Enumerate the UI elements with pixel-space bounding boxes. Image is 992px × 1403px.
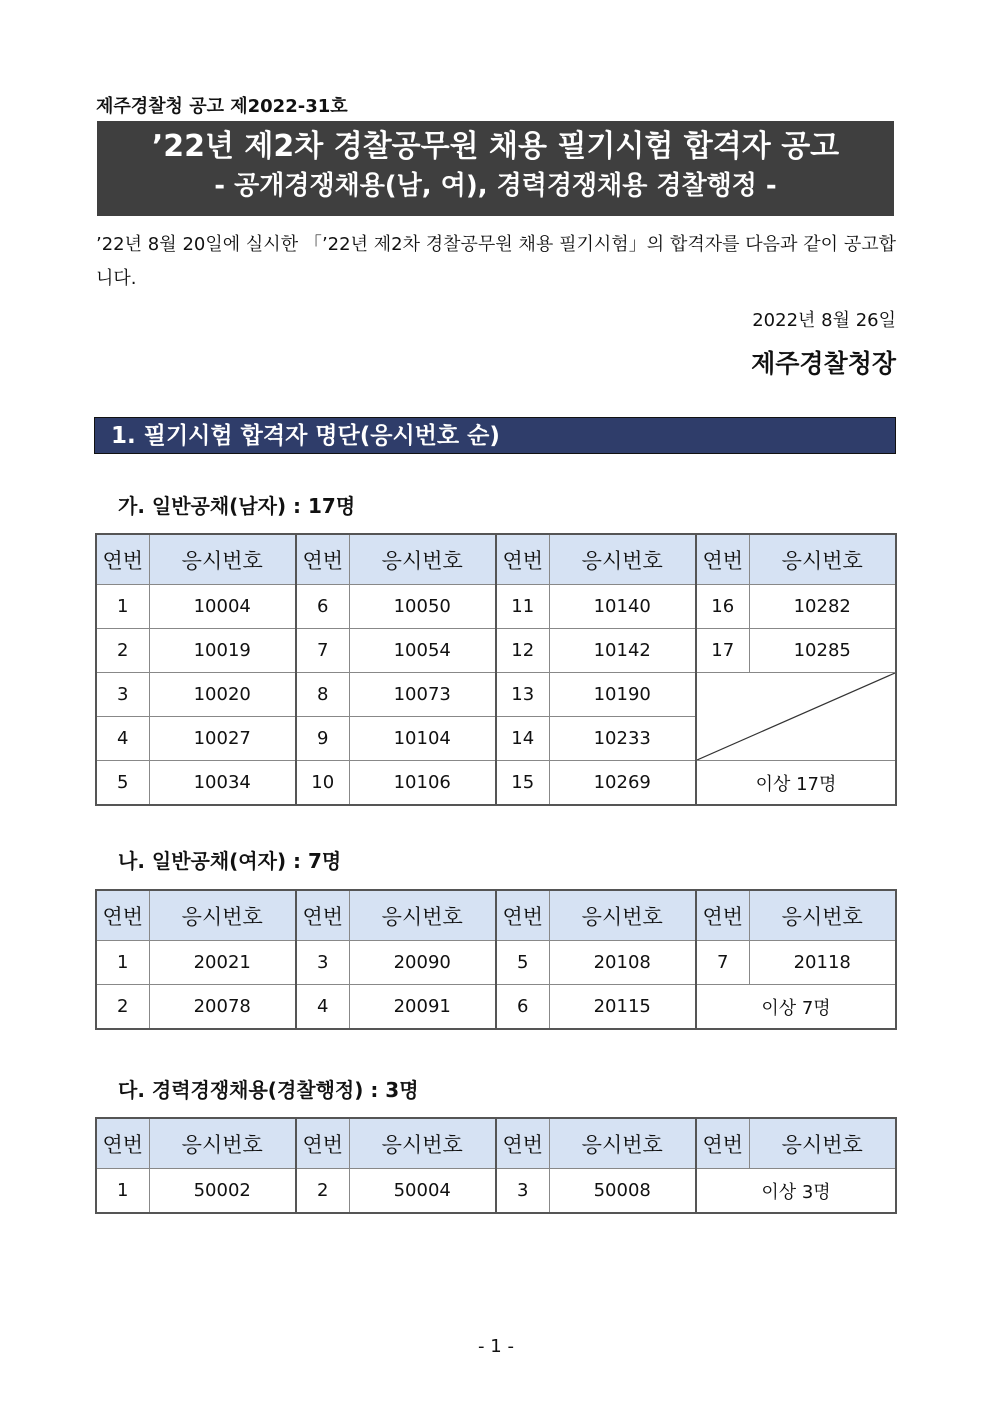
cell-exam: 10073 <box>349 673 496 717</box>
cell-exam: 10019 <box>149 629 296 673</box>
total-cell: 이상 3명 <box>696 1169 896 1214</box>
table-row <box>96 985 896 1030</box>
table-row <box>96 761 896 806</box>
col-header-no: 연번 <box>296 534 349 585</box>
col-header-exam: 응시번호 <box>549 890 696 941</box>
notice-number: 제주경찰청 공고 제2022-31호 <box>96 96 348 117</box>
cell-exam: 10027 <box>149 717 296 761</box>
total-cell: 이상 7명 <box>696 985 896 1030</box>
cell-exam: 10050 <box>349 585 496 629</box>
cell-no: 9 <box>296 717 349 761</box>
sub-title: - 공개경쟁채용(남, 여), 경력경쟁채용 경찰행정 - <box>214 171 777 201</box>
cell-exam: 50008 <box>549 1169 696 1214</box>
table-row <box>96 941 896 985</box>
col-header-no: 연번 <box>496 534 549 585</box>
col-header-no: 연번 <box>96 890 149 941</box>
col-header-no: 연번 <box>696 890 749 941</box>
col-header-no: 연번 <box>696 534 749 585</box>
cell-exam: 20078 <box>149 985 296 1030</box>
table-row <box>96 1169 896 1214</box>
cell-no: 1 <box>96 585 149 629</box>
group-c-title: 다. 경력경쟁채용(경찰행정) : 3명 <box>118 1078 419 1102</box>
intro-paragraph: ’22년 8월 20일에 실시한 「’22년 제2차 경찰공무원 채용 필기시험」의 합격자를 다음과 같이 공고합니다. <box>96 234 896 289</box>
cell-exam: 10054 <box>349 629 496 673</box>
col-header-exam: 응시번호 <box>349 890 496 941</box>
total-cell: 이상 17명 <box>696 761 896 806</box>
table-row <box>96 629 896 673</box>
cell-no: 6 <box>496 985 549 1030</box>
table-header-row <box>96 1118 896 1169</box>
cell-no: 2 <box>96 985 149 1030</box>
cell-no: 12 <box>496 629 549 673</box>
cell-exam: 50004 <box>349 1169 496 1214</box>
cell-no: 1 <box>96 1169 149 1214</box>
col-header-exam: 응시번호 <box>349 1118 496 1169</box>
cell-no: 10 <box>296 761 349 806</box>
col-header-no: 연번 <box>496 890 549 941</box>
page-number: - 1 - <box>478 1336 514 1357</box>
cell-exam: 10285 <box>749 629 896 673</box>
cell-no: 16 <box>696 585 749 629</box>
group-c-table <box>95 1117 897 1214</box>
cell-no: 15 <box>496 761 549 806</box>
cell-no: 17 <box>696 629 749 673</box>
table-row <box>96 673 896 717</box>
col-header-no: 연번 <box>96 534 149 585</box>
cell-exam: 20115 <box>549 985 696 1030</box>
group-a-title: 가. 일반공채(남자) : 17명 <box>118 494 356 518</box>
cell-no: 6 <box>296 585 349 629</box>
table-row <box>96 585 896 629</box>
cell-no: 7 <box>296 629 349 673</box>
diagonal-line <box>697 673 895 760</box>
cell-no: 4 <box>296 985 349 1030</box>
col-header-no: 연번 <box>96 1118 149 1169</box>
cell-exam: 10269 <box>549 761 696 806</box>
col-header-exam: 응시번호 <box>349 534 496 585</box>
col-header-exam: 응시번호 <box>149 534 296 585</box>
cell-no: 5 <box>96 761 149 806</box>
cell-no: 1 <box>96 941 149 985</box>
cell-exam: 10190 <box>549 673 696 717</box>
group-b-table <box>95 889 897 1030</box>
col-header-exam: 응시번호 <box>149 1118 296 1169</box>
empty-diagonal-cell <box>696 673 896 761</box>
cell-exam: 10142 <box>549 629 696 673</box>
cell-no: 5 <box>496 941 549 985</box>
col-header-exam: 응시번호 <box>749 534 896 585</box>
cell-exam: 10104 <box>349 717 496 761</box>
announcement-date: 2022년 8월 26일 <box>752 310 896 331</box>
cell-exam: 20091 <box>349 985 496 1030</box>
cell-exam: 10106 <box>349 761 496 806</box>
col-header-no: 연번 <box>296 890 349 941</box>
cell-exam: 10034 <box>149 761 296 806</box>
cell-exam: 20108 <box>549 941 696 985</box>
cell-no: 2 <box>96 629 149 673</box>
cell-no: 3 <box>296 941 349 985</box>
cell-no: 14 <box>496 717 549 761</box>
cell-exam: 50002 <box>149 1169 296 1214</box>
col-header-exam: 응시번호 <box>549 534 696 585</box>
col-header-exam: 응시번호 <box>549 1118 696 1169</box>
cell-no: 4 <box>96 717 149 761</box>
title-banner <box>97 121 894 216</box>
cell-exam: 10282 <box>749 585 896 629</box>
col-header-exam: 응시번호 <box>749 890 896 941</box>
col-header-no: 연번 <box>296 1118 349 1169</box>
cell-exam: 20118 <box>749 941 896 985</box>
cell-no: 2 <box>296 1169 349 1214</box>
col-header-exam: 응시번호 <box>149 890 296 941</box>
cell-exam: 10004 <box>149 585 296 629</box>
cell-no: 11 <box>496 585 549 629</box>
cell-no: 8 <box>296 673 349 717</box>
table-header-row <box>96 890 896 941</box>
group-a-table <box>95 533 897 806</box>
col-header-no: 연번 <box>496 1118 549 1169</box>
cell-exam: 20090 <box>349 941 496 985</box>
cell-no: 13 <box>496 673 549 717</box>
cell-exam: 10140 <box>549 585 696 629</box>
issuer-name: 제주경찰청장 <box>751 349 896 378</box>
table-header-row <box>96 534 896 585</box>
cell-no: 3 <box>96 673 149 717</box>
section-title: 1. 필기시험 합격자 명단(응시번호 순) <box>94 417 896 454</box>
col-header-exam: 응시번호 <box>749 1118 896 1169</box>
col-header-no: 연번 <box>696 1118 749 1169</box>
cell-exam: 10020 <box>149 673 296 717</box>
cell-no: 3 <box>496 1169 549 1214</box>
cell-no: 7 <box>696 941 749 985</box>
group-b-title: 나. 일반공채(여자) : 7명 <box>118 849 342 873</box>
cell-exam: 20021 <box>149 941 296 985</box>
main-title: ’22년 제2차 경찰공무원 채용 필기시험 합격자 공고 <box>151 129 840 164</box>
cell-exam: 10233 <box>549 717 696 761</box>
